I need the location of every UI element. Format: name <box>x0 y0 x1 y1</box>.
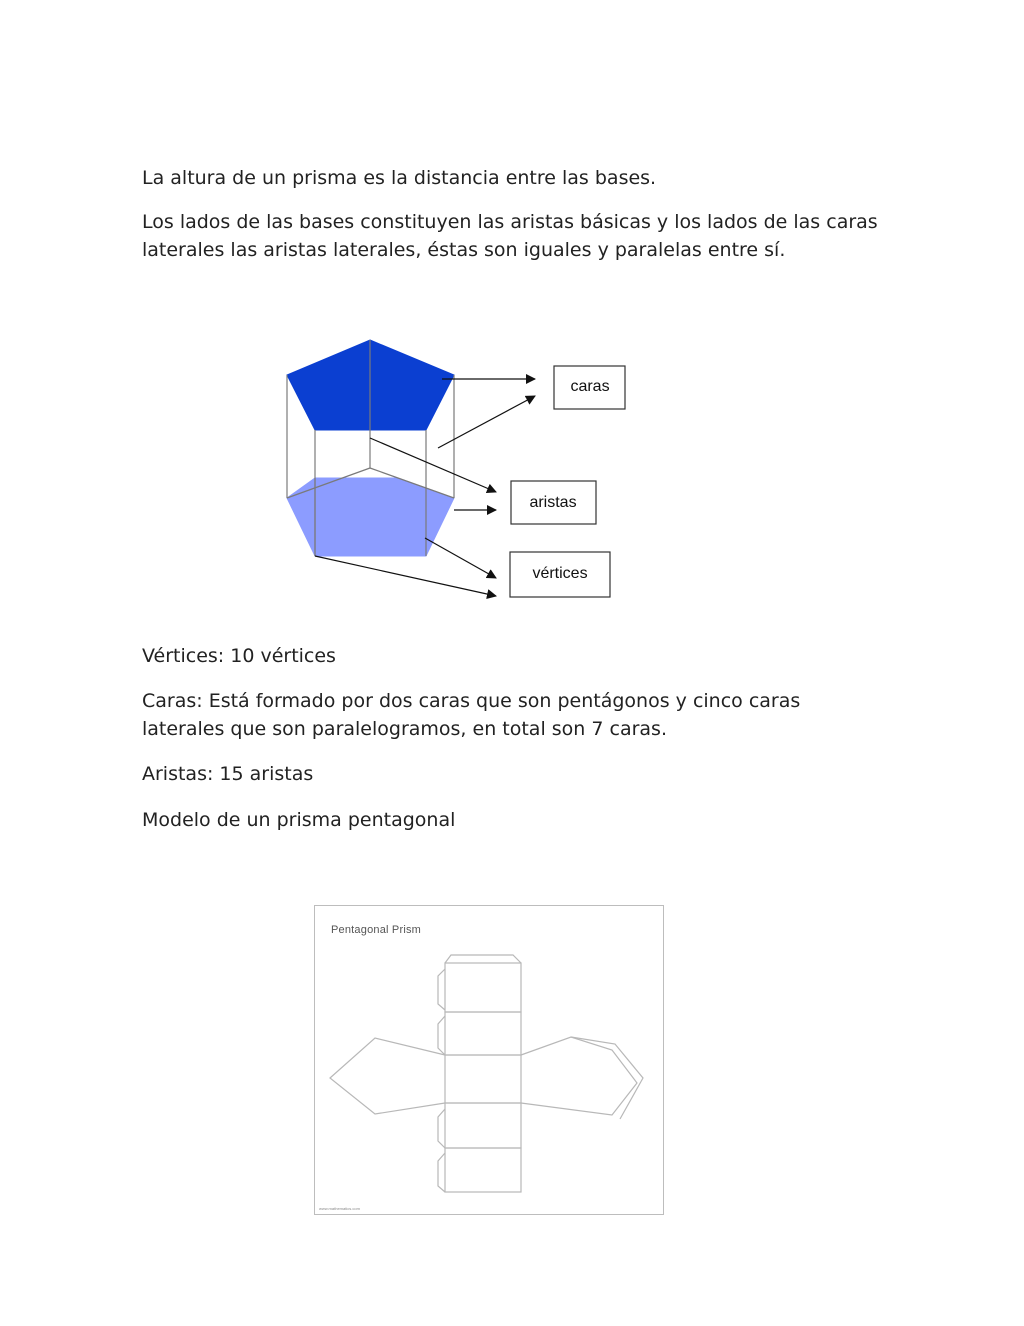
pentagonal-prism-net-image <box>314 905 664 1215</box>
arrow-caras-side <box>438 396 535 448</box>
pentagonal-prism-diagram <box>270 320 650 620</box>
paragraph-line: Vértices: 10 vértices <box>142 645 336 667</box>
label-caras: caras <box>570 378 610 395</box>
label-aristas-box <box>511 481 596 524</box>
paragraph-faces <box>142 687 882 743</box>
label-caras-box <box>554 366 625 409</box>
paragraph-line: laterales las aristas laterales, éstas son iguales y paralelas entre sí. <box>142 239 786 261</box>
paragraph-line: laterales que son paralelogramos, en total son 7 caras. <box>142 718 667 740</box>
net-title: Pentagonal Prism <box>331 924 422 936</box>
paragraph-line: Aristas: 15 aristas <box>142 763 314 785</box>
arrow-vertices-upper <box>425 538 496 578</box>
prism-bottom-base <box>287 478 454 556</box>
label-aristas: aristas <box>529 494 577 511</box>
paragraph-line: Los lados de las bases constituyen las aristas básicas y los lados de las caras <box>142 211 878 233</box>
paragraph-model-title <box>142 806 882 834</box>
label-vertices-box <box>510 552 610 597</box>
paragraph-line: La altura de un prisma es la distancia entre las bases. <box>142 167 657 189</box>
paragraph-vertices <box>142 642 882 670</box>
paragraph-line: Modelo de un prisma pentagonal <box>142 809 456 831</box>
paragraph-height-definition <box>142 164 882 192</box>
prism-net-svg <box>315 906 665 1216</box>
paragraph-edges-count <box>142 760 882 788</box>
label-vertices: vértices <box>532 565 588 582</box>
prism-diagram-svg <box>270 320 650 620</box>
paragraph-edges-definition <box>142 208 882 264</box>
paragraph-line: Caras: Está formado por dos caras que son pentágonos y cinco caras <box>142 690 801 712</box>
arrow-vertices-lower <box>315 556 496 596</box>
net-footer: www.mathematics.com <box>319 1206 360 1211</box>
net-lines <box>330 955 643 1192</box>
